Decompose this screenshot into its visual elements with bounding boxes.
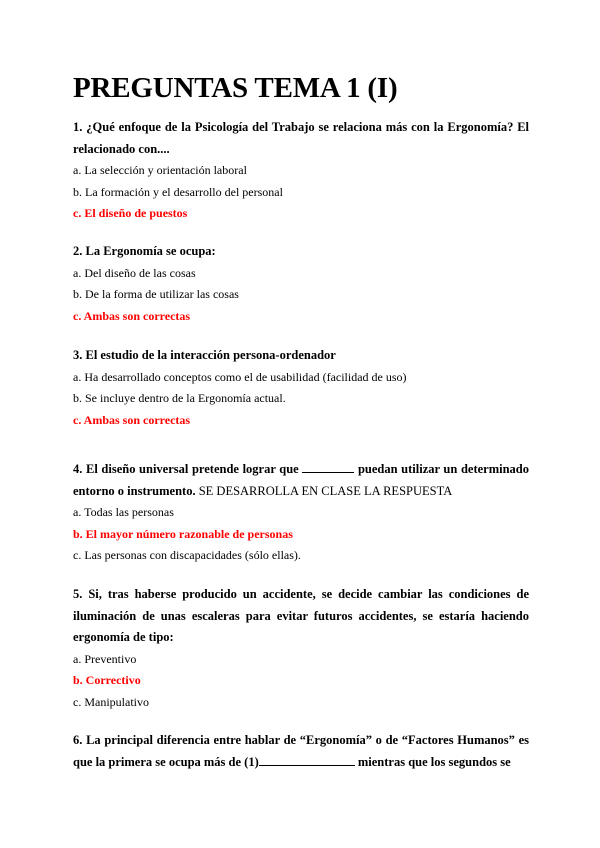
question-1 (73, 117, 529, 225)
question-3-option-a: a. Ha desarrollado conceptos como el de usabilidad (facilidad de uso) (73, 369, 407, 384)
question-4-option-b-correct: b. El mayor número razonable de personas (73, 526, 293, 541)
question-3-text: 3. El estudio de la interacción persona-ordenador (73, 348, 336, 362)
question-6 (73, 730, 529, 773)
question-4-text: 4. El diseño universal pretende lograr que puedan utilizar un determinado entorno o instrumento. SE DESARROLLA EN CLASE LA RESPUESTA (73, 462, 529, 498)
page-title: PREGUNTAS TEMA 1 (I) (73, 72, 398, 104)
question-2-text: 2. La Ergonomía se ocupa: (73, 244, 216, 258)
question-1-option-b: b. La formación y el desarrollo del personal (73, 184, 283, 199)
question-5-option-b-correct: b. Correctivo (73, 673, 141, 687)
question-5-text: 5. Si, tras haberse producido un accidente, se decide cambiar las condiciones de iluminación de unas escaleras para evitar futuros accidentes, se estaría haciendo ergonomía de tipo: (73, 587, 529, 644)
question-1-option-c-correct: c. El diseño de puestos (73, 206, 188, 220)
question-2-option-b: b. De la forma de utilizar las cosas (73, 287, 239, 301)
question-2-option-c-correct: c. Ambas son correctas (73, 308, 191, 323)
question-3 (73, 345, 529, 431)
question-4-option-a: a. Todas las personas (73, 505, 174, 519)
question-6-text: 6. La principal diferencia entre hablar de “Ergonomía” o de “Factores Humanos” es que la primera se ocupa más de (1) mientras que los segundos se (73, 733, 530, 769)
question-4-note: SE DESARROLLA EN CLASE LA RESPUESTA (198, 483, 453, 498)
question-4-option-c: c. Las personas con discapacidades (sólo ellas). (73, 548, 301, 562)
question-2-option-a: a. Del diseño de las cosas (73, 265, 196, 280)
fill-in-blank (302, 460, 354, 473)
question-1-option-a: a. La selección y orientación laboral (73, 163, 247, 177)
question-4 (73, 459, 529, 567)
question-1-text: 1. ¿Qué enfoque de la Psicología del Trabajo se relaciona más con la Ergonomía? El relacionado con.... (73, 120, 530, 156)
question-3-option-c-correct: c. Ambas son correctas (73, 412, 191, 427)
question-5-option-a: a. Preventivo (73, 651, 137, 666)
question-5-option-c: c. Manipulativo (73, 694, 149, 709)
question-2 (73, 241, 529, 327)
fill-in-blank (259, 753, 355, 766)
question-5 (73, 584, 529, 713)
question-3-option-b: b. Se incluye dentro de la Ergonomía actual. (73, 391, 286, 405)
